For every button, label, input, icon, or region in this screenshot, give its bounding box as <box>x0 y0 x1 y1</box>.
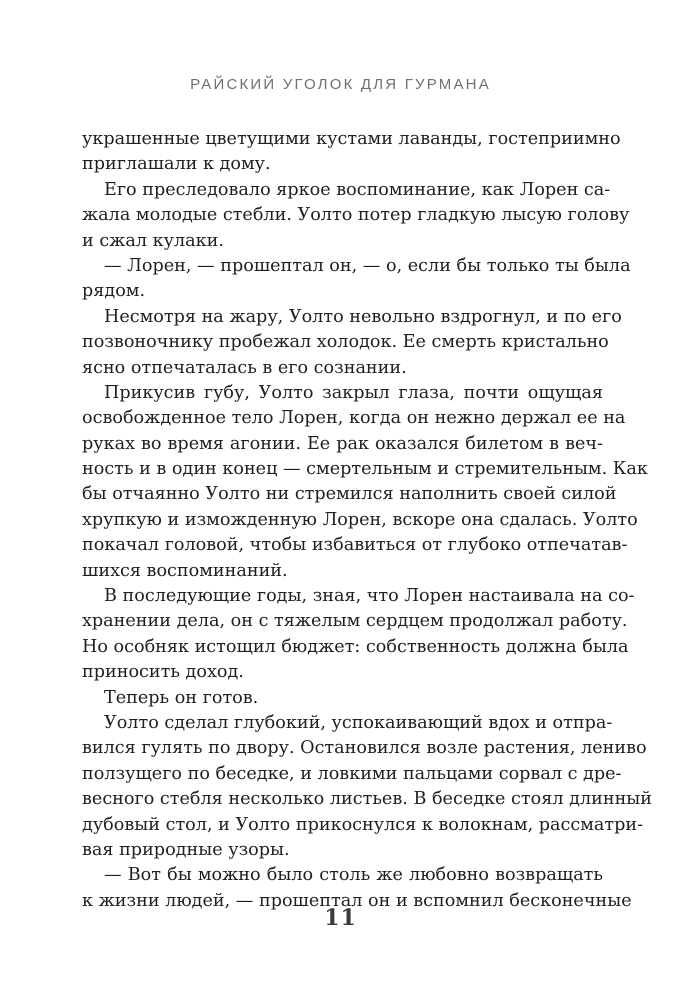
paragraph-first-line: — Вот бы можно было столь же любовно возвращать <box>104 865 603 886</box>
paragraph-first-line: Прикусив губу, Уолто закрыл глаза, почти ощущая <box>104 382 603 403</box>
text-line: украшенные цветущими кустами лаванды, гостеприимно <box>82 129 621 149</box>
page-number: 11 <box>324 905 357 931</box>
text-line: и сжал кулаки. <box>82 230 224 251</box>
text-line: весного стебля несколько листьев. В беседке стоял длинный <box>82 789 653 810</box>
paragraph-first-line: Несмотря на жару, Уолто невольно вздрогнул, и по его <box>104 306 622 327</box>
text-line: к жизни людей, — прошептал он и вспомнил бесконечные <box>82 890 632 911</box>
text-line: вился гулять по двору. Остановился возле растения, лениво <box>82 738 647 759</box>
paragraph-first-line: — Лорен, — прошептал он, — о, если бы только ты была <box>104 255 631 276</box>
text-line: рядом. <box>82 281 146 302</box>
body-text <box>82 127 653 914</box>
text-line: руках во время агонии. Ее рак оказался билетом в веч- <box>82 433 603 454</box>
text-line: Но особняк истощил бюджет: собственность должна была <box>82 636 629 657</box>
text-line: дубовый стол, и Уолто прикоснулся к волокнам, рассматри- <box>82 814 644 835</box>
text-line: ползущего по беседке, и ловкими пальцами сорвал с дре- <box>82 763 622 784</box>
text-line: приглашали к дому. <box>82 154 271 175</box>
paragraph-first-line: Его преследовало яркое воспоминание, как Лорен са- <box>104 179 611 200</box>
text-line: ясно отпечаталась в его сознании. <box>82 357 407 378</box>
text-line: вая природные узоры. <box>82 839 290 860</box>
text-line: покачал головой, чтобы избавиться от глубоко отпечатав- <box>82 535 628 556</box>
text-line: освобожденное тело Лорен, когда он нежно держал ее на <box>82 408 626 429</box>
paragraph-first-line: Уолто сделал глубокий, успокаивающий вдох и отпра- <box>104 712 613 733</box>
text-line: ность и в один конец — смертельным и стремительным. Как <box>82 459 648 480</box>
text-line: приносить доход. <box>82 662 244 683</box>
text-line: позвоночнику пробежал холодок. Ее смерть кристально <box>82 332 609 353</box>
text-line: бы отчаянно Уолто ни стремился наполнить своей силой <box>82 484 617 505</box>
paragraph-first-line: В последующие годы, зная, что Лорен настаивала на со- <box>104 586 635 607</box>
text-line: хрупкую и изможденную Лорен, вскоре она сдалась. Уолто <box>82 509 638 530</box>
text-line: шихся воспоминаний. <box>82 560 288 581</box>
running-header: РАЙСКИЙ УГОЛОК ДЛЯ ГУРМАНА <box>190 76 491 93</box>
text-line: жала молодые стебли. Уолто потер гладкую лысую голову <box>82 205 630 226</box>
paragraph-first-line: Теперь он готов. <box>104 687 259 708</box>
text-line: хранении дела, он с тяжелым сердцем продолжал работу. <box>82 611 628 632</box>
